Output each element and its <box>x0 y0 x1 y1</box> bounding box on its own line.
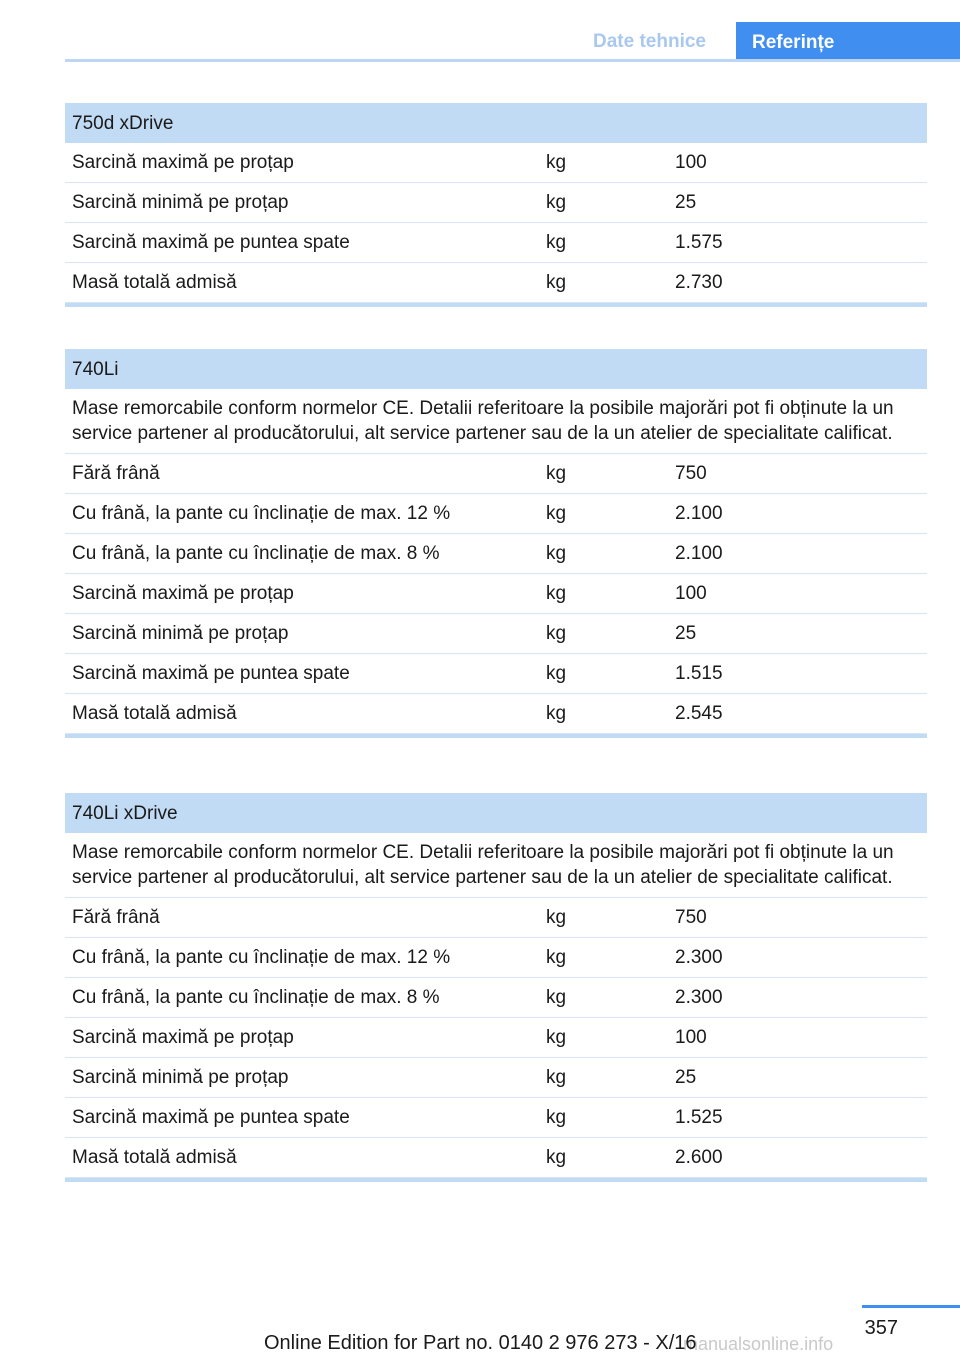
table-row <box>65 223 927 263</box>
table-row <box>65 898 927 938</box>
row-label: Sarcină maximă pe puntea spate <box>72 663 350 684</box>
row-value: 25 <box>675 1067 697 1088</box>
row-value: 25 <box>675 623 697 644</box>
row-value: 2.300 <box>675 947 723 968</box>
table-row <box>65 694 927 734</box>
row-unit: kg <box>546 987 567 1008</box>
table-row <box>65 263 927 303</box>
row-value: 2.100 <box>675 503 723 524</box>
table-row <box>65 574 927 614</box>
row-value: 100 <box>675 152 707 173</box>
table-750d-xdrive <box>65 103 927 307</box>
row-label: Sarcină minimă pe proțap <box>72 623 289 644</box>
table-row <box>65 534 927 574</box>
row-unit: kg <box>546 152 567 173</box>
table-row <box>65 978 927 1018</box>
row-value: 1.525 <box>675 1107 723 1128</box>
page-header <box>0 0 960 62</box>
table-row <box>65 183 927 223</box>
table-row <box>65 143 927 183</box>
watermark: manualsonline.info <box>683 1334 834 1354</box>
table-row <box>65 614 927 654</box>
table-title: 750d xDrive <box>65 103 927 143</box>
row-label: Sarcină maximă pe puntea spate <box>72 1107 350 1128</box>
row-label: Sarcină maximă pe proțap <box>72 1027 294 1048</box>
row-label: Masă totală admisă <box>72 272 237 293</box>
row-value: 2.730 <box>675 272 723 293</box>
table-row <box>65 454 927 494</box>
row-label: Sarcină maximă pe proțap <box>72 152 294 173</box>
header-divider <box>65 59 960 62</box>
row-unit: kg <box>546 192 567 213</box>
tab-referinte[interactable]: Referințe <box>736 22 960 62</box>
table-740li-xdrive <box>65 793 927 1182</box>
row-unit: kg <box>546 272 567 293</box>
row-value: 750 <box>675 463 707 484</box>
edition-text: Online Edition for Part no. 0140 2 976 273 - X/16 <box>264 1332 697 1354</box>
row-unit: kg <box>546 703 567 724</box>
table-title: 740Li <box>65 349 927 389</box>
row-value: 2.600 <box>675 1147 723 1168</box>
row-unit: kg <box>546 1147 567 1168</box>
row-unit: kg <box>546 583 567 604</box>
row-value: 2.545 <box>675 703 723 724</box>
table-row <box>65 1098 927 1138</box>
row-label: Sarcină maximă pe puntea spate <box>72 232 350 253</box>
page-number: 357 <box>864 1317 898 1339</box>
row-label: Cu frână, la pante cu înclinație de max. 12 % <box>72 947 451 968</box>
table-row <box>65 1138 927 1178</box>
row-value: 750 <box>675 907 707 928</box>
row-unit: kg <box>546 1107 567 1128</box>
table-note: Mase remorcabile conform normelor CE. Detalii referitoare la posibile majorări pot fi obținute la un service partener al producătorului, alt service partener sau de la un atelier de specialitate calificat. <box>65 389 927 454</box>
row-unit: kg <box>546 232 567 253</box>
row-value: 100 <box>675 1027 707 1048</box>
row-unit: kg <box>546 1067 567 1088</box>
table-740li <box>65 349 927 738</box>
row-label: Cu frână, la pante cu înclinație de max. 8 % <box>72 987 440 1008</box>
row-value: 100 <box>675 583 707 604</box>
row-label: Sarcină maximă pe proțap <box>72 583 294 604</box>
tab-date-tehnice[interactable]: Date tehnice <box>593 31 706 52</box>
row-unit: kg <box>546 1027 567 1048</box>
table-row <box>65 1018 927 1058</box>
row-value: 25 <box>675 192 697 213</box>
table-note: Mase remorcabile conform normelor CE. Detalii referitoare la posibile majorări pot fi obținute la un service partener al producătorului, alt service partener sau de la un atelier de specialitate calificat. <box>65 833 927 898</box>
row-label: Masă totală admisă <box>72 703 237 724</box>
table-row <box>65 1058 927 1098</box>
row-unit: kg <box>546 503 567 524</box>
table-row <box>65 654 927 694</box>
row-unit: kg <box>546 543 567 564</box>
row-label: Fără frână <box>72 463 160 484</box>
row-value: 1.575 <box>675 232 723 253</box>
row-label: Sarcină minimă pe proțap <box>72 192 289 213</box>
row-label: Cu frână, la pante cu înclinație de max. 8 % <box>72 543 440 564</box>
row-unit: kg <box>546 663 567 684</box>
row-label: Masă totală admisă <box>72 1147 237 1168</box>
table-row <box>65 938 927 978</box>
row-unit: kg <box>546 623 567 644</box>
table-title: 740Li xDrive <box>65 793 927 833</box>
row-label: Sarcină minimă pe proțap <box>72 1067 289 1088</box>
row-unit: kg <box>546 907 567 928</box>
row-label: Cu frână, la pante cu înclinație de max. 12 % <box>72 503 451 524</box>
row-unit: kg <box>546 463 567 484</box>
row-value: 1.515 <box>675 663 723 684</box>
row-label: Fără frână <box>72 907 160 928</box>
row-value: 2.100 <box>675 543 723 564</box>
row-unit: kg <box>546 947 567 968</box>
page-number-rule <box>862 1305 960 1308</box>
table-row <box>65 494 927 534</box>
row-value: 2.300 <box>675 987 723 1008</box>
